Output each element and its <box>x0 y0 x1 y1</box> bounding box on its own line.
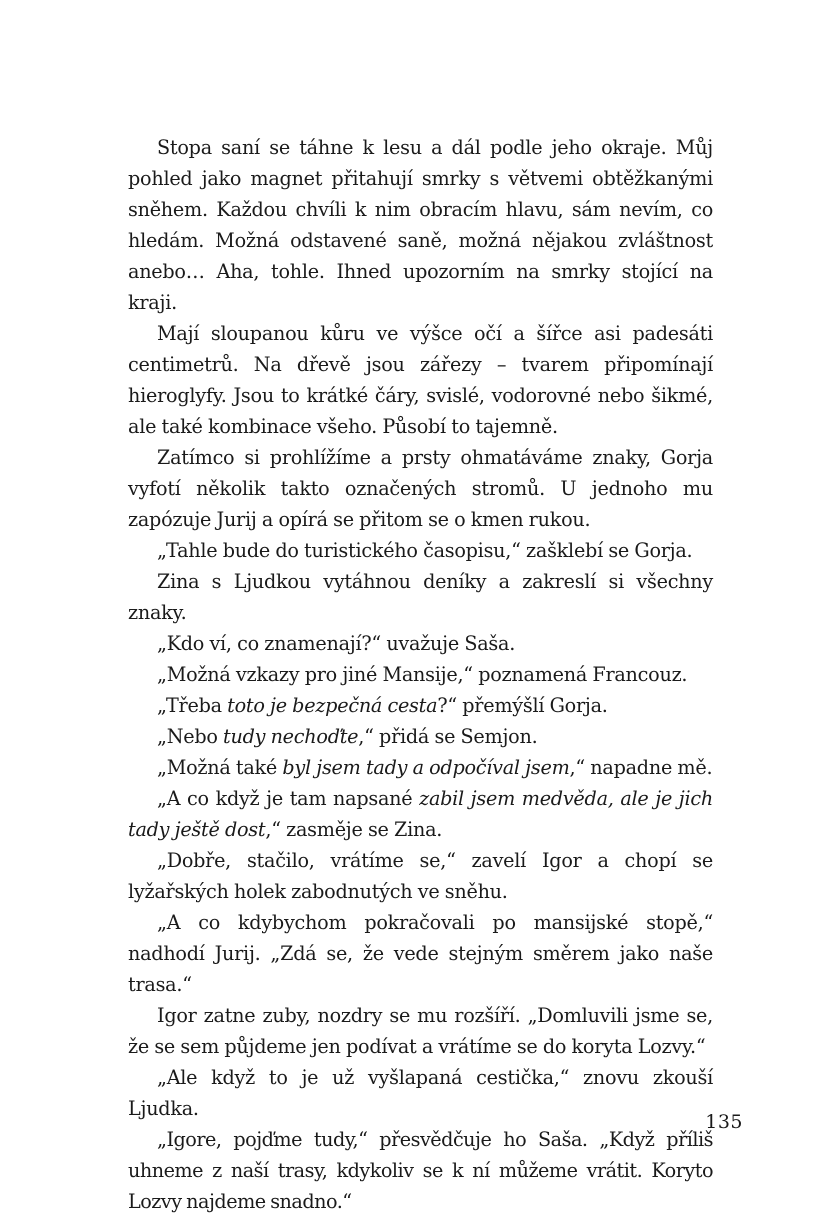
paragraph: „Tahle bude do turistického časopisu,“ zašklebí se Gorja. <box>157 539 693 562</box>
page-number: 135 <box>705 1111 743 1133</box>
paragraph: Igor zatne zuby, nozdry se mu rozšíří. „Domluvili jsme se, že se sem půjdeme jen podívat a vrátíme se do koryta Lozvy.“ <box>128 1004 713 1058</box>
paragraph: „Dobře, stačilo, vrátíme se,“ zavelí Igor a chopí se lyžařských holek zabodnutých ve sněhu. <box>128 849 713 903</box>
paragraph: „Možná vzkazy pro jiné Mansije,“ poznamená Francouz. <box>157 663 688 686</box>
paragraph: Stopa saní se táhne k lesu a dál podle jeho okraje. Můj pohled jako magnet přitahují smrky s větvemi obtěžkanými sněhem. Každou chvíli k nim obracím hlavu, sám nevím, co hledám. Možná odstavené saně, možná nějakou zvláštnost anebo… Aha, tohle. Ihned upozorním na smrky stojící na kraji. <box>128 136 713 314</box>
paragraph: „Kdo ví, co znamenají?“ uvažuje Saša. <box>157 632 516 655</box>
paragraph: Zatímco si prohlížíme a prsty ohmatáváme znaky, Gorja vyfotí několik takto označených stromů. U jednoho mu zapózuje Jurij a opírá se přitom se o kmen rukou. <box>128 446 713 531</box>
paragraph: „Ale když to je už vyšlapaná cestička,“ znovu zkouší Ljudka. <box>128 1066 713 1120</box>
paragraph: Zina s Ljudkou vytáhnou deníky a zakreslí si všechny znaky. <box>128 570 713 624</box>
paragraph: „Možná také byl jsem tady a odpočíval jsem,“ napadne mě. <box>157 756 713 779</box>
body-text <box>128 132 713 1217</box>
italic-text: zabil jsem medvěda, ale je jich tady ještě dost <box>128 787 713 841</box>
paragraph: „Nebo tudy nechoďte,“ přidá se Semjon. <box>157 725 538 748</box>
paragraph: „Igore, pojďme tudy,“ přesvědčuje ho Saša. „Když příliš uhneme z naší trasy, kdykoliv se k ní můžeme vrátit. Koryto Lozvy najdeme snadno.“ <box>128 1128 713 1213</box>
paragraph: Mají sloupanou kůru ve výšce očí a šířce asi padesáti centimetrů. Na dřevě jsou zářezy – tvarem připomínají hieroglyfy. Jsou to krátké čáry, svislé, vodorovné nebo šikmé, ale také kombinace všeho. Působí to tajemně. <box>128 322 713 438</box>
italic-text: toto je bezpečná cesta <box>227 694 438 717</box>
paragraph: „Třeba toto je bezpečná cesta?“ přemýšlí Gorja. <box>157 694 608 717</box>
italic-text: byl jsem tady a odpočíval jsem <box>282 756 570 779</box>
paragraph: „A co kdybychom pokračovali po mansijské stopě,“ nadhodí Jurij. „Zdá se, že vede stejným směrem jako naše trasa.“ <box>128 911 713 996</box>
italic-text: tudy nechoďte <box>223 725 359 748</box>
paragraph: „A co když je tam napsané zabil jsem medvěda, ale je jich tady ještě dost,“ zasměje se Zina. <box>128 787 713 841</box>
